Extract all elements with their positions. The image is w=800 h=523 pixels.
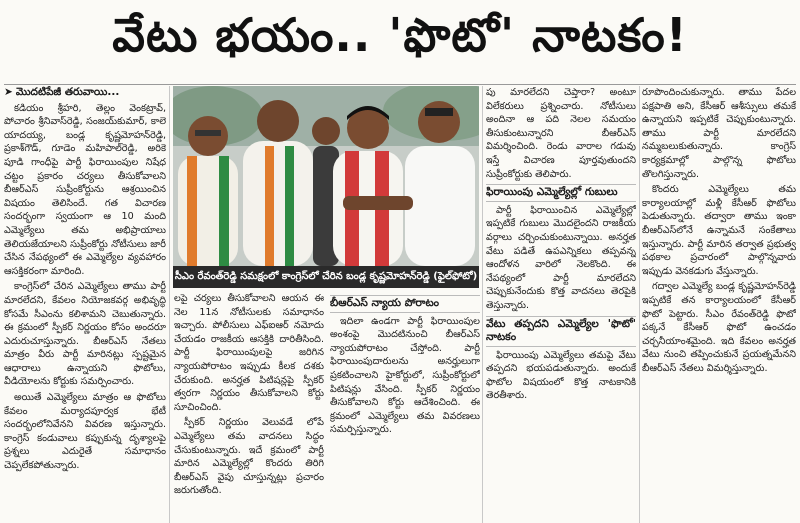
arrow-icon: ➤ bbox=[4, 86, 13, 98]
paragraph: ఇదిలా ఉండగా పార్టీ ఫిరాయింపుల అంశంపై మొదటినుంచి బీఆర్‌ఎస్ న్యాయపోరాటం చేస్తోంది. పార్టీ ఫిరాయింపుదారులను అనర్హులుగా ప్రకటించాలని హైకోర్టులో, సుప్రీంకోర్టులో పిటిషన్లు వేసింది. స్పీకర్ నిర్ణయం తీసుకోవాలని కోర్టు ఆదేశించింది. ఈ క్రమంలో ఎమ్మెల్యేలు తమ వివరణలు సమర్పిస్తున్నారు. bbox=[330, 315, 480, 436]
column-1 bbox=[4, 86, 166, 523]
paragraph: ఫిరాయింపు ఎమ్మెల్యేలు తమపై వేటు తప్పదని భయపడుతున్నారు. అందుకే ఫొటోల విషయంలో కొత్త నాటకానికి తెరతీశారు. bbox=[486, 349, 636, 402]
paragraph: లపై చర్యలు తీసుకోవాలని ఆయన ఈ నెల 11న నోటీసులకు సమాధానం ఇచ్చారు. పోలీసులు ఎఫ్‌ఐఆర్ నమోదు చేయడం రాజకీయ ఆసక్తికి దారితీసింది. పార్టీ ఫిరాయింపులపై జరిగిన న్యాయపోరాటం ఇప్పుడు కీలక దశకు చేరుకుంది. అనర్హత పిటిషన్లపై స్పీకర్ త్వరగా నిర్ణయం తీసుకోవాలని కోర్టు సూచించింది. bbox=[174, 293, 324, 413]
kicker bbox=[4, 86, 166, 100]
paragraph: రూపొందించుకున్నారు. తాము పేదల పక్షపాతి అని, కేసీఆర్ ఆశీస్సులు తమకే ఉన్నాయని ఇప్పటికే చెప్పుకుంటున్నారు. తాము పార్టీ మారలేదని నమ్మబలుకుతున్నారు. కాంగ్రెస్ కార్యక్రమాల్లో పాల్గొన్న ఫొటోలు తొలగిస్తున్నారు. bbox=[642, 87, 796, 180]
paragraph: స్పీకర్ నిర్ణయం వెలువడే లోపే ఎమ్మెల్యేలు తమ వాదనలు సిద్ధం చేసుకుంటున్నారు. ఇదే క్రమంలో పార్టీ మారిన ఎమ్మెల్యేల్లో కొందరు తిరిగి బీఆర్‌ఎస్ వైపు చూస్తున్నట్లు ప్రచారం జరుగుతోంది. bbox=[174, 417, 324, 497]
paragraph: పార్టీ ఫిరాయించిన ఎమ్మెల్యేల్లో ఇప్పటికే గుబులు మొదలైందని రాజకీయ వర్గాలు చర్చించుకుంటున్నాయి. అనర్హత వేటు పడితే ఉపఎన్నికలు తప్పవన్న ఆందోళన వారిలో నెలకొంది. ఈ నేపథ్యంలో పార్టీ మారలేదని చెప్పుకునేందుకు కొత్త వాదనలు తెరపైకి తెస్తున్నారు. bbox=[486, 204, 636, 311]
column-2 bbox=[174, 292, 324, 523]
photo-illustration bbox=[173, 86, 479, 266]
kicker-text: మొదటిపేజీ తరువాయి... bbox=[15, 86, 120, 98]
paragraph: గద్వాల ఎమ్మెల్యే బండ్ల కృష్ణమోహన్‌రెడ్డి ఇప్పటికే తన కార్యాలయంలో కేసీఆర్ ఫొటో పెట్టారు. సీఎం రేవంత్‌రెడ్డి ఫొటో పక్కనే కేసీఆర్ ఫొటో ఉంచడం చర్చనీయాంశమైంది. ఇది కేవలం అనర్హత వేటు నుంచి తప్పించుకునే ప్రయత్నమేనని బీఆర్‌ఎస్ నేతలు విమర్శిస్తున్నారు. bbox=[642, 281, 796, 374]
headline-rule bbox=[4, 84, 796, 85]
subheading: వేటు తప్పదని ఎమ్మెల్యేల 'ఫొటో' నాటకం bbox=[486, 316, 636, 347]
headline: వేటు భయం.. 'ఫొటో' నాటకం! bbox=[112, 8, 688, 62]
paragraph: కాంగ్రెస్‌లో చేరిన ఎమ్మెల్యేలు తాము పార్టీ మారలేదని, కేవలం నియోజకవర్గ అభివృద్ధి కోసమే సీఎంను కలిశామని చెబుతున్నారు. ఈ క్రమంలో స్పీకర్ నిర్ణయం కోసం అందరూ ఎదురుచూస్తున్నారు. బీఆర్‌ఎస్ నేతలు మాత్రం వీరు పార్టీ మారినట్లు స్పష్టమైన ఆధారాలు ఉన్నాయని ఫొటోలు, వీడియోలను కోర్టుకు సమర్పించారు. bbox=[4, 281, 166, 388]
column-3 bbox=[330, 292, 480, 523]
paragraph: అయితే ఎమ్మెల్యేలు మాత్రం ఆ ఫొటోలు కేవలం మర్యాదపూర్వక భేటీ సందర్భంలోనివేనని వివరణ ఇస్తున్నారు. కాంగ్రెస్ కండువాలు కప్పుకున్న దృశ్యాలపై ప్రశ్నలు ఎదురైతే సమాధానం చెప్పలేకపోతున్నారు. bbox=[4, 392, 166, 472]
column-4 bbox=[486, 86, 636, 523]
column-5 bbox=[642, 86, 796, 523]
paragraph: కొందరు ఎమ్మెల్యేలు తమ కార్యాలయాల్లో మళ్లీ కేసీఆర్ ఫొటోలు పెడుతున్నారు. తద్వారా తాము ఇంకా బీఆర్‌ఎస్‌లోనే ఉన్నామనే సంకేతాలు ఇస్తున్నారు. పార్టీ మారిన తర్వాత ప్రభుత్వ పథకాల ప్రచారంలో పాల్గొన్నవారు ఇప్పుడు వెనకడుగు వేస్తున్నారు. bbox=[642, 184, 796, 277]
news-photo bbox=[173, 86, 479, 266]
paragraph: పు మారలేదని చెప్తారా? అంటూ విలేకరులు ప్రశ్నించారు. నోటీసులు అందినా ఆ పది నెలల సమయం తీసుకుంటున్నారని బీఆర్‌ఎస్ విమర్శించింది. రెండు వారాల గడువు ఇస్తే విచారణ పూర్తవుతుందని సుప్రీంకోర్టుకు తెలిపారు. bbox=[486, 87, 636, 180]
subheading: బీఆర్‌ఎస్ న్యాయ పోరాటం bbox=[330, 295, 480, 313]
photo-caption: సీఎం రేవంత్‌రెడ్డి సమక్షంలో కాంగ్రెస్‌లో చేరిన బండ్ల కృష్ణమోహన్‌రెడ్డి (ఫైల్‌ఫోటో) bbox=[173, 266, 479, 288]
paragraph: కడియం శ్రీహరి, తెల్లం వెంకట్రావ్, పోచారం శ్రీనివాస్‌రెడ్డి, సంజయ్‌కుమార్, కాలె యాదయ్య, బండ్ల కృష్ణమోహన్‌రెడ్డి, ప్రకాశ్‌గౌడ్, గూడెం మహిపాల్‌రెడ్డి, అరికె పూడి గాంధీపై పార్టీ ఫిరాయింపుల నిషేధ చట్టం ప్రకారం చర్యలు తీసుకోవాలని బీఆర్‌ఎస్ సుప్రీంకోర్టును ఆశ్రయించిన విషయం తెలిసిందే. గత విచారణ సందర్భంగా స్వయంగా ఆ 10 మంది ఎమ్మెల్యేలు తమ అభిప్రాయాలు తెలియజేయాలని సుప్రీంకోర్టు నోటీసులు జారీ చేసిన నేపథ్యంలో ఈ ఎమ్మెల్యేల వ్యవహారం ఆసక్తికరంగా మారింది. bbox=[4, 102, 166, 277]
column-divider bbox=[639, 86, 640, 523]
column-divider bbox=[169, 86, 170, 523]
subheading: ఫిరాయింపు ఎమ్మెల్యేల్లో గుబులు bbox=[486, 184, 636, 202]
column-divider bbox=[482, 86, 483, 523]
